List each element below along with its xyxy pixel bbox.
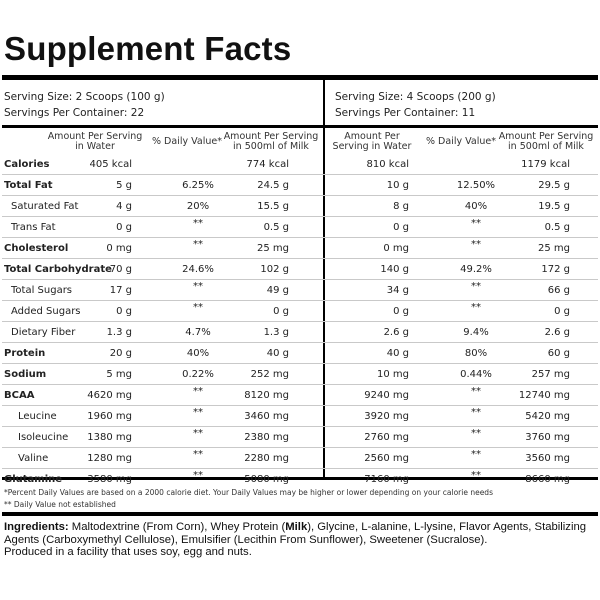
- left-water-value: 1.3 g: [106, 327, 132, 338]
- right-daily-value: **: [471, 218, 481, 229]
- left-water-value: 5 g: [116, 180, 132, 191]
- table-row: [2, 364, 598, 385]
- nutrient-label: Valine: [18, 453, 49, 464]
- nutrient-label: Protein: [4, 348, 46, 359]
- left-milk-value: 15.5 g: [257, 201, 289, 212]
- nutrient-label: Leucine: [18, 411, 57, 422]
- table-row: [2, 343, 598, 364]
- left-water-value: 0 mg: [106, 243, 132, 254]
- left-water-value: 17 g: [109, 285, 132, 296]
- left-water-value: 70 g: [109, 264, 132, 275]
- right-milk-value: 172 g: [541, 264, 570, 275]
- right-daily-value: **: [471, 428, 481, 439]
- left-milk-value: 774 kcal: [246, 159, 289, 170]
- right-milk-value: 8660 mg: [525, 474, 570, 485]
- right-water-value: 0 mg: [383, 243, 409, 254]
- left-water-value: 0 g: [116, 222, 132, 233]
- table-row: [2, 448, 598, 469]
- table-row: [2, 469, 598, 490]
- left-daily-value: **: [193, 218, 203, 229]
- left-milk-value: 24.5 g: [257, 180, 289, 191]
- left-water-value: 5 mg: [106, 369, 132, 380]
- right-daily-value: **: [471, 407, 481, 418]
- right-milk-value: 1179 kcal: [521, 159, 570, 170]
- col-header-right-dv: % Daily Value*: [426, 136, 496, 147]
- left-milk-value: 2280 mg: [244, 453, 289, 464]
- nutrient-label: Trans Fat: [11, 222, 56, 233]
- right-milk-value: 0 g: [554, 306, 570, 317]
- right-daily-value: 49.2%: [460, 264, 492, 275]
- table-row: [2, 196, 598, 217]
- col-header-left-milk: Amount Per Serving in 500ml of Milk: [223, 131, 319, 152]
- right-water-value: 0 g: [393, 222, 409, 233]
- ingredients-block: [4, 521, 594, 559]
- nutrient-label: Added Sugars: [11, 306, 81, 317]
- left-water-value: 1280 mg: [87, 453, 132, 464]
- right-water-value: 10 mg: [377, 369, 409, 380]
- table-row: [2, 322, 598, 343]
- right-daily-value: 0.44%: [460, 369, 492, 380]
- left-water-value: 4 g: [116, 201, 132, 212]
- right-water-value: 2.6 g: [383, 327, 409, 338]
- right-milk-value: 12740 mg: [518, 390, 570, 401]
- right-daily-value: 40%: [464, 201, 488, 212]
- right-daily-value: **: [471, 239, 481, 250]
- left-milk-value: 5080 mg: [244, 474, 289, 485]
- left-water-value: 0 g: [116, 306, 132, 317]
- page-title: Supplement Facts: [4, 30, 292, 67]
- right-water-value: 40 g: [386, 348, 409, 359]
- nutrient-label: Dietary Fiber: [11, 327, 76, 338]
- left-milk-value: 49 g: [266, 285, 289, 296]
- right-daily-value: 12.50%: [456, 180, 496, 191]
- right-milk-value: 25 mg: [538, 243, 570, 254]
- ingredients-text-1: Maltodextrine (From Corn), Whey Protein (: [68, 521, 286, 533]
- left-water-value: 405 kcal: [89, 159, 132, 170]
- left-daily-value: **: [193, 407, 203, 418]
- right-water-value: 810 kcal: [366, 159, 409, 170]
- left-daily-value: 0.22%: [182, 369, 214, 380]
- right-milk-value: 66 g: [547, 285, 570, 296]
- table-row: [2, 406, 598, 427]
- table-row: [2, 427, 598, 448]
- right-daily-value: **: [471, 302, 481, 313]
- left-daily-value: **: [193, 281, 203, 292]
- table-row: [2, 301, 598, 322]
- table-row: [2, 385, 598, 406]
- left-serving-size: Serving Size: 2 Scoops (100 g): [4, 91, 165, 103]
- left-water-value: 3580 mg: [87, 474, 132, 485]
- left-daily-value: 20%: [186, 201, 210, 212]
- right-water-value: 0 g: [393, 306, 409, 317]
- left-milk-value: 40 g: [266, 348, 289, 359]
- right-water-value: 140 g: [380, 264, 409, 275]
- right-water-value: 7160 mg: [364, 474, 409, 485]
- right-milk-value: 19.5 g: [538, 201, 570, 212]
- right-milk-value: 3560 mg: [525, 453, 570, 464]
- left-daily-value: **: [193, 239, 203, 250]
- right-daily-value: **: [471, 386, 481, 397]
- right-water-value: 34 g: [386, 285, 409, 296]
- left-milk-value: 3460 mg: [244, 411, 289, 422]
- left-milk-value: 8120 mg: [244, 390, 289, 401]
- right-water-value: 2560 mg: [364, 453, 409, 464]
- right-daily-value: **: [471, 281, 481, 292]
- nutrient-label: Isoleucine: [18, 432, 69, 443]
- nutrient-label: Cholesterol: [4, 243, 69, 254]
- left-milk-value: 0.5 g: [263, 222, 289, 233]
- nutrient-label: Calories: [4, 159, 50, 170]
- table-row: [2, 238, 598, 259]
- left-daily-value: 4.7%: [185, 327, 211, 338]
- left-milk-value: 252 mg: [250, 369, 289, 380]
- left-servings-per-container: Servings Per Container: 22: [4, 107, 145, 119]
- left-water-value: 4620 mg: [87, 390, 132, 401]
- left-daily-value: 6.25%: [182, 180, 214, 191]
- nutrient-label: Sodium: [4, 369, 47, 380]
- right-milk-value: 5420 mg: [525, 411, 570, 422]
- table-row: [2, 217, 598, 238]
- left-daily-value: **: [193, 449, 203, 460]
- left-daily-value: 40%: [186, 348, 210, 359]
- left-water-value: 20 g: [109, 348, 132, 359]
- left-milk-value: 25 mg: [257, 243, 289, 254]
- table-row: [2, 154, 598, 175]
- ingredients-top-rule: [2, 512, 598, 516]
- right-milk-value: 0.5 g: [544, 222, 570, 233]
- left-milk-value: 102 g: [260, 264, 289, 275]
- ingredients-allergen-milk: Milk: [285, 521, 308, 533]
- table-row: [2, 280, 598, 301]
- col-header-right-water: Amount Per Serving in Water: [332, 131, 412, 152]
- nutrient-label: Saturated Fat: [11, 201, 79, 212]
- not-established-footnote: ** Daily Value not established: [4, 500, 116, 509]
- left-daily-value: **: [193, 428, 203, 439]
- nutrient-label: Total Sugars: [11, 285, 73, 296]
- right-milk-value: 60 g: [547, 348, 570, 359]
- left-daily-value: **: [193, 470, 203, 481]
- nutrient-label: BCAA: [4, 390, 35, 401]
- right-water-value: 8 g: [393, 201, 409, 212]
- right-daily-value: **: [471, 449, 481, 460]
- left-daily-value: **: [193, 386, 203, 397]
- nutrient-label: Total Fat: [4, 180, 53, 191]
- left-water-value: 1960 mg: [87, 411, 132, 422]
- nutrient-label: Total Carbohydrate: [4, 264, 112, 275]
- right-daily-value: **: [471, 470, 481, 481]
- left-milk-value: 1.3 g: [263, 327, 289, 338]
- right-serving-size: Serving Size: 4 Scoops (200 g): [335, 91, 496, 103]
- ingredients-text-2: ), Glycine, L-alanine, L-lysine, Flavor Agents, Stabilizing Agents (Carboxymethyl Cellulose), Emulsifier (Lecithin From Sunflower), Sweetener (Sucralose).: [4, 521, 587, 546]
- right-water-value: 10 g: [386, 180, 409, 191]
- left-daily-value: **: [193, 302, 203, 313]
- left-daily-value: 24.6%: [182, 264, 214, 275]
- daily-value-footnote: *Percent Daily Values are based on a 2000 calorie diet. Your Daily Values may be higher or lower depending on your calorie needs: [4, 488, 493, 497]
- ingredients-label: Ingredients:: [4, 521, 69, 533]
- header-rule: [2, 125, 598, 128]
- col-header-left-water: Amount Per Serving in Water: [47, 131, 143, 152]
- right-servings-per-container: Servings Per Container: 11: [335, 107, 476, 119]
- table-row: [2, 259, 598, 280]
- right-daily-value: 9.4%: [463, 327, 489, 338]
- left-milk-value: 0 g: [273, 306, 289, 317]
- right-milk-value: 29.5 g: [538, 180, 570, 191]
- top-rule: [2, 75, 598, 80]
- facility-statement: Produced in a facility that uses soy, egg and nuts.: [4, 546, 252, 558]
- right-milk-value: 2.6 g: [544, 327, 570, 338]
- right-water-value: 3920 mg: [364, 411, 409, 422]
- right-water-value: 9240 mg: [364, 390, 409, 401]
- right-daily-value: 80%: [464, 348, 488, 359]
- left-milk-value: 2380 mg: [244, 432, 289, 443]
- table-row: [2, 175, 598, 196]
- col-header-right-milk: Amount Per Serving in 500ml of Milk: [498, 131, 594, 152]
- right-milk-value: 257 mg: [531, 369, 570, 380]
- nutrient-label: Glutamine: [4, 474, 63, 485]
- right-water-value: 2760 mg: [364, 432, 409, 443]
- col-header-left-dv: % Daily Value*: [152, 136, 222, 147]
- left-water-value: 1380 mg: [87, 432, 132, 443]
- right-milk-value: 3760 mg: [525, 432, 570, 443]
